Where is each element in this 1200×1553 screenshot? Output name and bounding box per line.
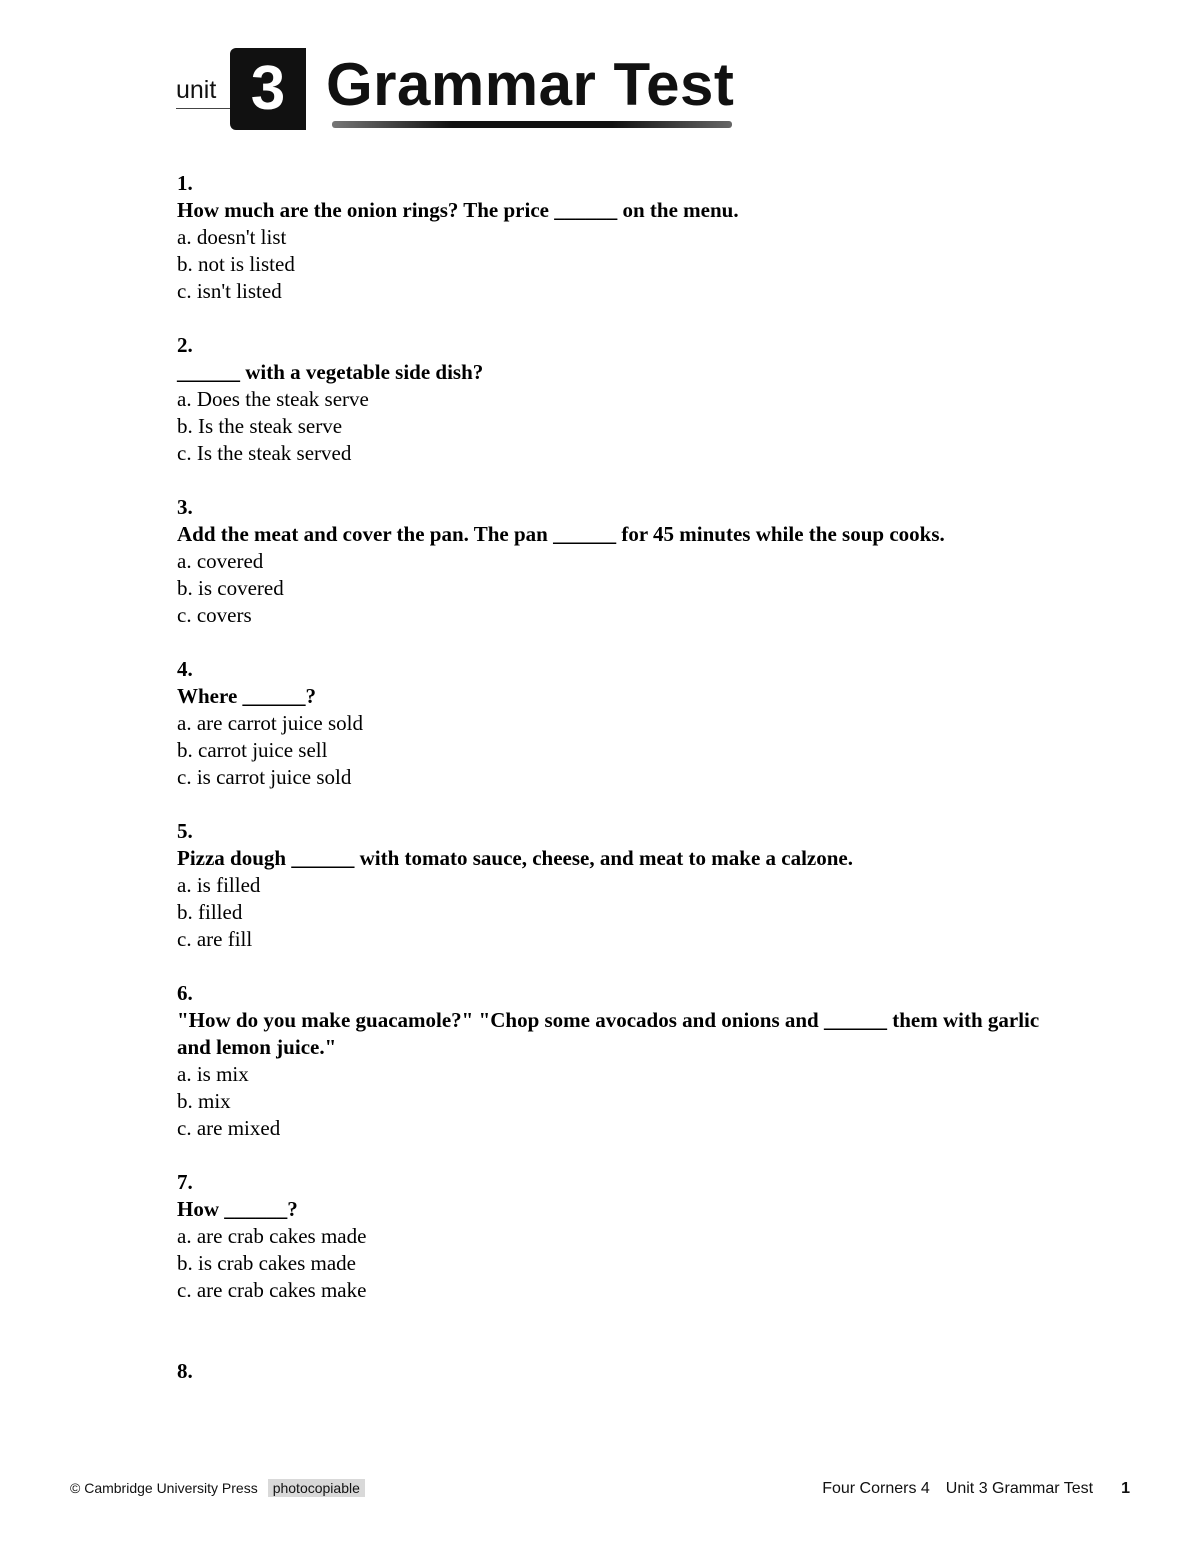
footer-copyright	[70, 1480, 365, 1496]
option-c: c. isn't listed	[177, 279, 282, 303]
option-a: a. Does the steak serve	[177, 387, 369, 411]
option-c: c. are fill	[177, 927, 253, 951]
option-a: a. are carrot juice sold	[177, 711, 363, 735]
option-a: a. is mix	[177, 1062, 249, 1086]
question-stem: How much are the onion rings? The price ______ on the menu.	[177, 198, 739, 222]
footer-info	[822, 1480, 1130, 1498]
unit-underline	[176, 108, 232, 109]
question-1	[177, 170, 1077, 305]
question-number: 8.	[177, 1359, 193, 1383]
option-c: c. Is the steak served	[177, 441, 352, 465]
question-number: 1.	[177, 171, 193, 195]
question-stem: Pizza dough ______ with tomato sauce, cheese, and meat to make a calzone.	[177, 846, 853, 870]
question-list	[177, 170, 1077, 1412]
question-number: 4.	[177, 657, 193, 681]
question-stem: "How do you make guacamole?" "Chop some avocados and onions and ______ them with garlic and lemon juice."	[177, 1008, 1040, 1059]
photocopiable-tag: photocopiable	[268, 1479, 365, 1497]
question-number: 7.	[177, 1170, 193, 1194]
section-title: Unit 3 Grammar Test	[945, 1480, 1094, 1497]
question-8	[177, 1358, 1077, 1385]
question-5	[177, 818, 1077, 953]
option-b: b. mix	[177, 1089, 231, 1113]
option-c: c. covers	[177, 603, 252, 627]
unit-number-badge: 3	[230, 48, 306, 130]
question-7	[177, 1169, 1077, 1304]
option-c: c. are mixed	[177, 1116, 281, 1140]
page-number: 1	[1121, 1480, 1130, 1497]
question-number: 5.	[177, 819, 193, 843]
option-a: a. are crab cakes made	[177, 1224, 367, 1248]
question-stem: ______ with a vegetable side dish?	[177, 360, 484, 384]
copyright-text: © Cambridge University Press	[70, 1480, 258, 1496]
book-title: Four Corners 4	[822, 1480, 930, 1497]
option-b: b. carrot juice sell	[177, 738, 328, 762]
question-6	[177, 980, 1077, 1142]
option-a: a. doesn't list	[177, 225, 287, 249]
option-c: c. is carrot juice sold	[177, 765, 352, 789]
question-number: 3.	[177, 495, 193, 519]
option-b: b. is covered	[177, 576, 284, 600]
unit-label: unit	[176, 76, 217, 104]
option-b: b. not is listed	[177, 252, 295, 276]
option-b: b. Is the steak serve	[177, 414, 343, 438]
option-b: b. filled	[177, 900, 243, 924]
title-underline-bar	[332, 121, 732, 128]
option-b: b. is crab cakes made	[177, 1251, 357, 1275]
question-stem: Add the meat and cover the pan. The pan ______ for 45 minutes while the soup cooks.	[177, 522, 945, 546]
question-3	[177, 494, 1077, 629]
page-title: Grammar Test	[326, 51, 735, 118]
question-2	[177, 332, 1077, 467]
question-4	[177, 656, 1077, 791]
option-a: a. covered	[177, 549, 264, 573]
option-c: c. are crab cakes make	[177, 1278, 367, 1302]
question-number: 2.	[177, 333, 193, 357]
test-header	[176, 48, 736, 134]
question-number: 6.	[177, 981, 193, 1005]
question-stem: Where ______?	[177, 684, 317, 708]
question-stem: How ______?	[177, 1197, 298, 1221]
option-a: a. is filled	[177, 873, 261, 897]
